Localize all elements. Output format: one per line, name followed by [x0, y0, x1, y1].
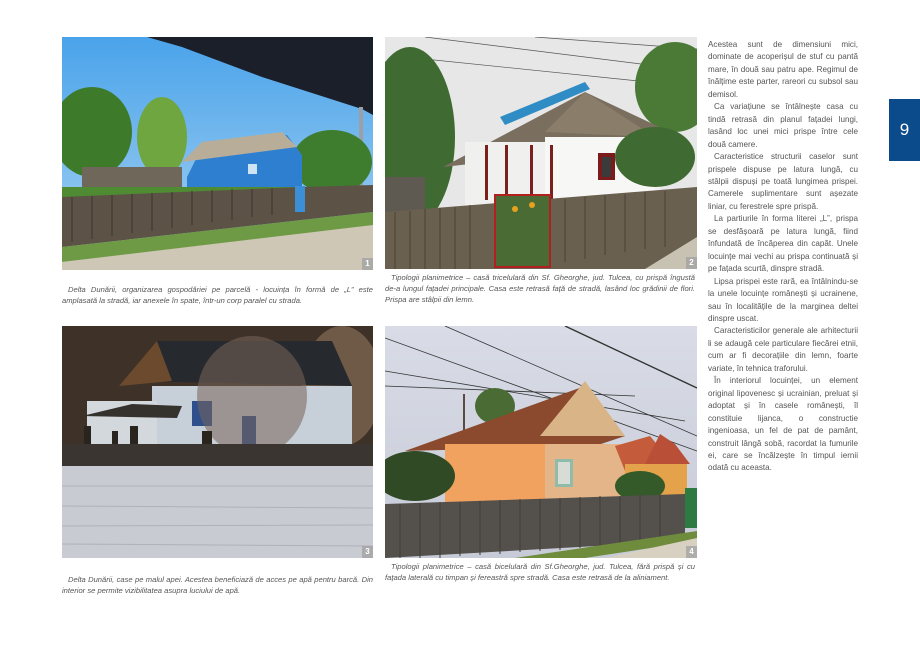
photo-number-badge: 4	[686, 546, 697, 558]
photo-number-badge: 3	[362, 546, 373, 558]
photo-1-caption: Delta Dunării, organizarea gospodăriei pe parcelă - locuința în formă de „L” este amplasată la stradă, iar anexele în spate, într-un corp paralel cu strada.	[62, 285, 373, 306]
body-paragraph: Caracteristicilor generale ale arhitecturii li se adaugă cele particulare fiecărei etnii, cum ar fi decorațiile din lemn, foarte variate, în tehnica traforului.	[708, 326, 858, 373]
body-paragraph: Lipsa prispei este rară, ea întâlnindu-se la unele locuințe românești și ucrainene, sau în localitățile de la marginea deltei dinspre uscat.	[708, 276, 858, 323]
photo-1-image	[62, 37, 373, 270]
body-paragraph: Acestea sunt de dimensiuni mici, dominate de acoperișul de stuf cu pantă mare, în două sau patru ape. Regimul de înălțime este parter, rareori cu subsol sau demisol.	[708, 40, 858, 99]
photo-3-waterfront-house	[62, 326, 373, 558]
photo-1-blue-house	[62, 37, 373, 270]
photo-2-white-house	[385, 37, 697, 269]
photo-4-sunset-house	[385, 326, 697, 558]
body-text-column	[708, 39, 858, 475]
page-number-tab: 9	[889, 99, 920, 161]
body-paragraph: În interiorul locuinței, un element original lipovenesc și ucrainian, preluat și adoptat și în casele românești, îl constituie lijanca, o constructie ingenioasa, un fel de pat de pamânt, construit lângă sobă, racordat la fumurile ei, care se încălzește în timpul iernii odată cu aceasta.	[708, 376, 858, 473]
photo-2-image	[385, 37, 697, 269]
body-paragraph: Caracteristice structurii caselor sunt prispele dispuse pe latura lungă, cu stâlpii dispuși pe toată lungimea prispei. Camerele suplimentare sunt așezate liniar, cu ferestrele spre prispă.	[708, 152, 858, 211]
photo-4-image	[385, 326, 697, 558]
body-paragraph: Ca variațiune se întâlnește casa cu tindă retrasă din planul fațadei lungi, lasând loc unei mici prispe între cele două camere.	[708, 102, 858, 149]
photo-3-image	[62, 326, 373, 558]
photo-3-caption: Delta Dunării, case pe malul apei. Acestea beneficiază de acces pe apă pentru barcă. Din interior se permite vizibilitatea asupra luciului de apă.	[62, 575, 373, 596]
photo-number-badge: 2	[686, 257, 697, 269]
body-paragraph: La partiurile în forma literei „L”, prispa se desfășoară pe latura lungă, fiind înfundată de încăperea din capăt. Unele locuințe mai vechi au prispa continuată și pe fațada scurtă, dinspre stradă.	[708, 214, 858, 274]
photo-number-badge: 1	[362, 258, 373, 270]
photo-4-caption: Tipologii planimetrice – casă bicelulară din Sf.Gheorghe, jud. Tulcea, fără prispă și cu fațada laterală cu timpan și fereastră spre stradă. Casa este retrasă de la aliniament.	[385, 562, 695, 583]
photo-2-caption: Tipologii planimetrice – casă tricelulară din Sf. Gheorghe, jud. Tulcea, cu prispă îngustă de-a lungul fațadei principale. Casa este retrasă față de stradă, lasând loc grădinii de flori. Prispa are stâlpii din lemn.	[385, 273, 695, 305]
